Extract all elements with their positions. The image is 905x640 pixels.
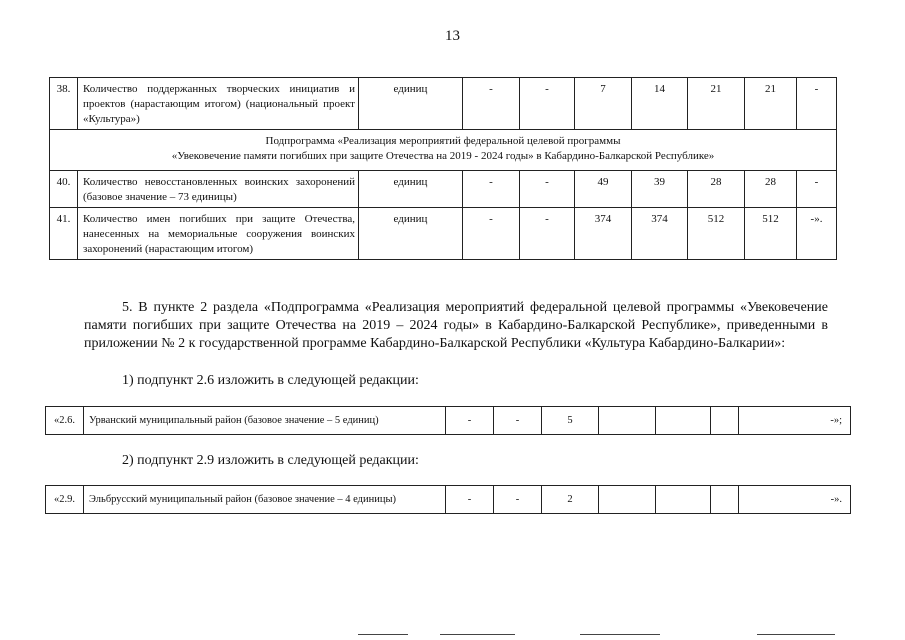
indicators-table [49, 77, 837, 260]
table-row [46, 486, 851, 514]
value-cell: - [797, 171, 837, 208]
indicator-name: Количество поддержанных творческих инициатив и проектов (нарастающим итогом) (национальный проект «Культура») [78, 78, 359, 130]
value-cell: - [520, 171, 575, 208]
row-number: «2.6. [46, 407, 84, 435]
value-cell: - [446, 407, 494, 435]
unit-cell: единиц [359, 78, 463, 130]
value-cell: - [520, 78, 575, 130]
value-cell: - [494, 486, 542, 514]
subprogram-line-1: Подпрограмма «Реализация мероприятий федеральной целевой программы [265, 135, 621, 147]
table-row [50, 78, 837, 130]
value-cell: - [463, 78, 520, 130]
value-cell: - [494, 407, 542, 435]
value-cell [656, 486, 711, 514]
bottom-rule [440, 634, 515, 635]
value-cell: 374 [575, 208, 632, 260]
item-2-text: 2) подпункт 2.9 изложить в следующей редакции: [122, 453, 419, 468]
page-number: 13 [445, 28, 460, 44]
value-cell: 28 [688, 171, 745, 208]
row-number: 38. [50, 78, 78, 130]
row-number: 40. [50, 171, 78, 208]
value-cell [599, 407, 656, 435]
value-cell [711, 486, 739, 514]
value-cell: 21 [745, 78, 797, 130]
value-cell: -». [797, 208, 837, 260]
row-number: «2.9. [46, 486, 84, 514]
indicator-name: Количество имен погибших при защите Отечества, нанесенных на мемориальные сооружения воинских захоронений (нарастающим итогом) [78, 208, 359, 260]
value-cell: 21 [688, 78, 745, 130]
value-cell [711, 407, 739, 435]
value-cell: - [446, 486, 494, 514]
row-2-6-table [45, 406, 851, 435]
district-name: Урванский муниципальный район (базовое значение – 5 единиц) [84, 407, 446, 435]
subprogram-line-2: «Увековечение памяти погибших при защите Отечества на 2019 - 2024 годы» в Кабардино-Балкарской Республике» [171, 150, 715, 162]
item-1-text: 1) подпункт 2.6 изложить в следующей редакции: [122, 373, 419, 388]
table-row [46, 407, 851, 435]
row-number: 41. [50, 208, 78, 260]
value-cell: 2 [542, 486, 599, 514]
value-cell: - [520, 208, 575, 260]
value-cell: 14 [632, 78, 688, 130]
value-cell: 512 [745, 208, 797, 260]
unit-cell: единиц [359, 208, 463, 260]
indicator-name: Количество невосстановленных воинских захоронений (базовое значение – 73 единицы) [78, 171, 359, 208]
row-end: -». [739, 486, 851, 514]
value-cell: 7 [575, 78, 632, 130]
paragraph-5: 5. В пункте 2 раздела «Подпрограмма «Реализация мероприятий федеральной целевой программы «Увековечение памяти погибших при защите Отечества на 2019 – 2024 годы» в Кабардино-Балкарской Республике», приведенными в приложении № 2 к государственной программе Кабардино-Балкарской Республики «Культура Кабардино-Балкарии»: [84, 300, 828, 351]
value-cell: - [463, 208, 520, 260]
bottom-rule [358, 634, 408, 635]
value-cell: 5 [542, 407, 599, 435]
value-cell: 512 [688, 208, 745, 260]
value-cell: 28 [745, 171, 797, 208]
bottom-rule [757, 634, 835, 635]
subprogram-header-row [50, 130, 837, 171]
row-end: -»; [739, 407, 851, 435]
value-cell: 39 [632, 171, 688, 208]
unit-cell: единиц [359, 171, 463, 208]
table-row [50, 171, 837, 208]
subprogram-title [50, 130, 837, 171]
row-2-9-table [45, 485, 851, 514]
bottom-rule [580, 634, 660, 635]
value-cell: - [797, 78, 837, 130]
value-cell [599, 486, 656, 514]
value-cell [656, 407, 711, 435]
value-cell: 374 [632, 208, 688, 260]
value-cell: - [463, 171, 520, 208]
district-name: Эльбрусский муниципальный район (базовое значение – 4 единицы) [84, 486, 446, 514]
value-cell: 49 [575, 171, 632, 208]
table-row [50, 208, 837, 260]
